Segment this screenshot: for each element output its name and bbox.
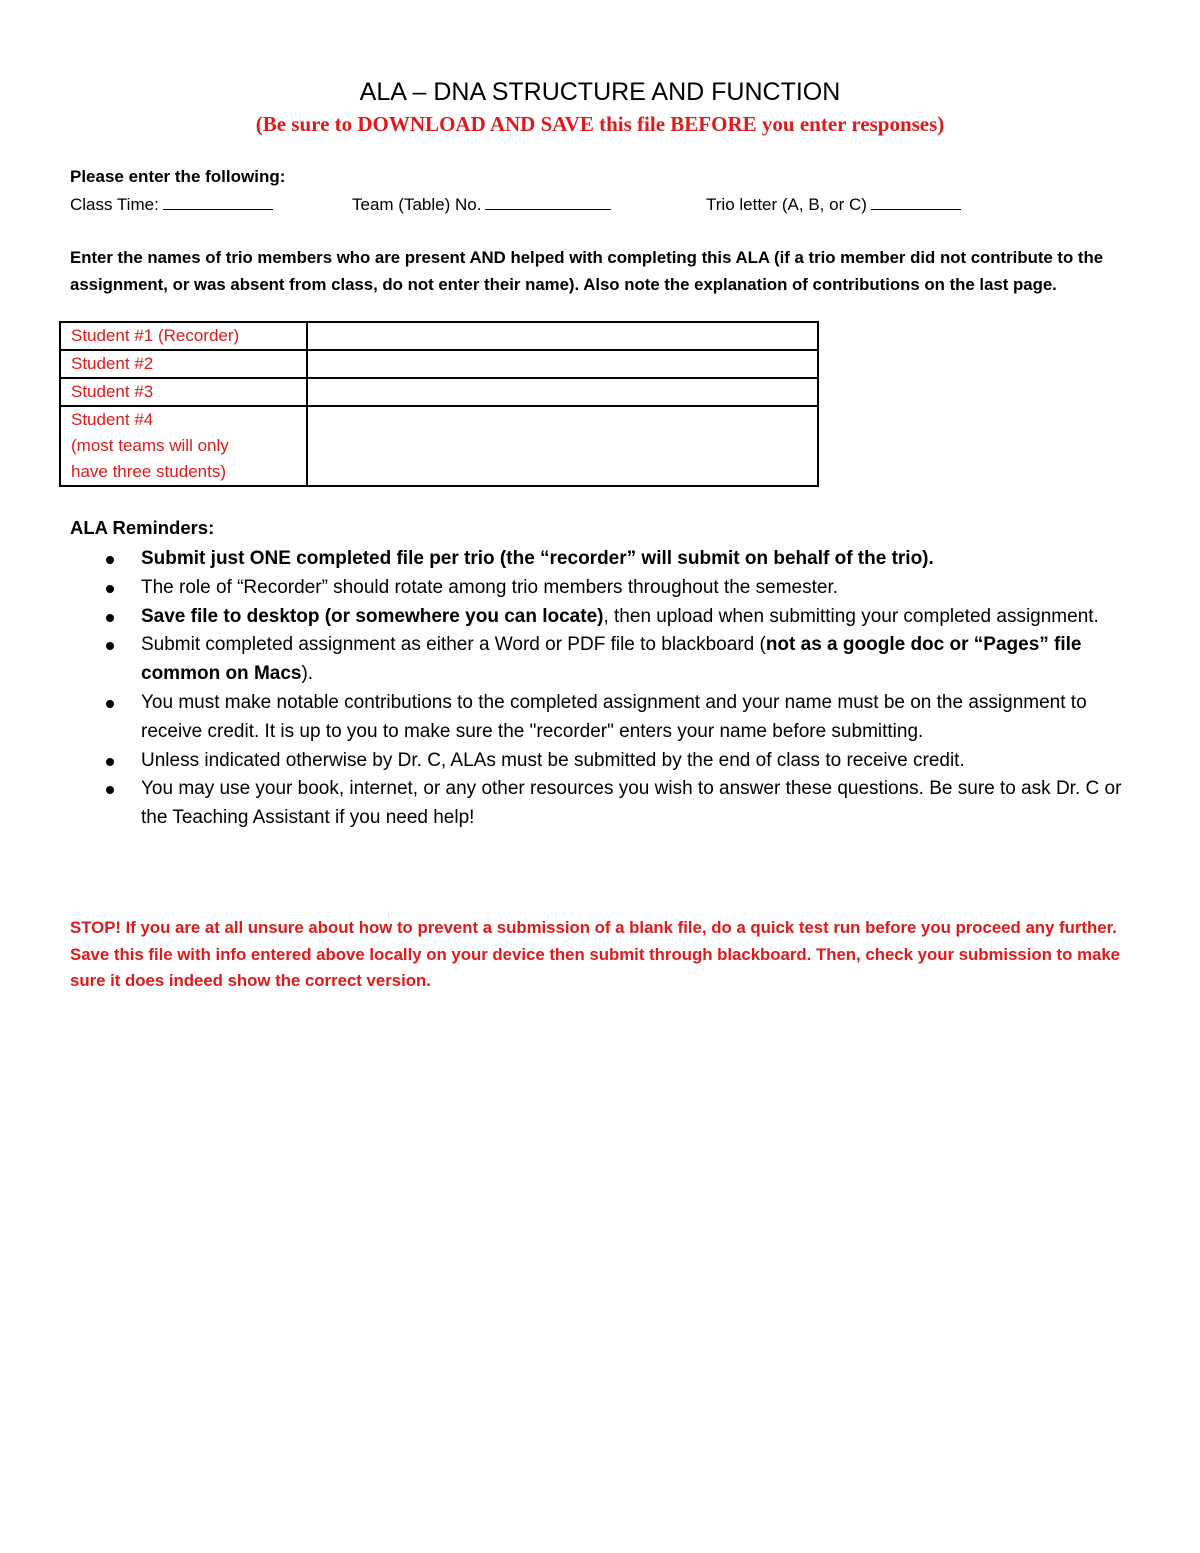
reminder-4-end: ). xyxy=(301,663,314,685)
list-item xyxy=(70,775,1130,833)
table-row xyxy=(60,406,818,486)
bullet-icon xyxy=(106,556,114,564)
stop-notice: STOP! If you are at all unsure about how to prevent a submission of a blank file, do a quick test run before you proceed any further. Save this file with info entered above locally on your device then submit through blackboard. Then, check your submission to make sure it does indeed show the correct version. xyxy=(70,918,1120,990)
list-item xyxy=(70,689,1130,747)
students-table xyxy=(59,321,819,487)
student-4-note-line2: have three students) xyxy=(71,462,226,481)
bullet-icon xyxy=(106,642,114,650)
list-item xyxy=(70,574,1130,603)
reminder-7: You may use your book, internet, or any other resources you wish to answer these questions. Be sure to ask Dr. C or the Teaching Assistant if you need help! xyxy=(141,778,1122,829)
table-row xyxy=(60,322,818,350)
student-4-input[interactable] xyxy=(307,406,818,486)
list-item xyxy=(70,603,1130,632)
reminder-1: Submit just ONE completed file per trio (the “recorder” will submit on behalf of the trio). xyxy=(141,548,934,569)
class-time-input[interactable] xyxy=(163,193,273,210)
team-number-field xyxy=(352,193,611,216)
reminder-3-bold: Save file to desktop (or somewhere you can locate) xyxy=(141,605,604,627)
bullet-icon xyxy=(106,758,114,766)
reminders-list xyxy=(70,545,1130,833)
reminder-2: The role of “Recorder” should rotate among trio members throughout the semester. xyxy=(141,576,839,598)
student-1-label: Student #1 (Recorder) xyxy=(60,322,307,350)
student-2-input[interactable] xyxy=(307,350,818,378)
team-number-label: Team (Table) No. xyxy=(352,195,482,214)
reminder-4-bold: not as a google doc or “Pages” file common on Macs xyxy=(141,634,1082,685)
student-4-label: Student #4 xyxy=(71,410,154,429)
class-time-field xyxy=(70,193,273,216)
reminders-title: ALA Reminders: xyxy=(70,517,215,538)
bullet-icon xyxy=(106,700,114,708)
instructions-text: Enter the names of trio members who are present AND helped with completing this ALA (if a trio member did not contribute to the assignment, or was absent from class, do not enter their name). Also note the explanation of contributions on the last page. xyxy=(70,248,1104,294)
trio-letter-input[interactable] xyxy=(871,193,961,210)
student-1-input[interactable] xyxy=(307,322,818,350)
bullet-icon xyxy=(106,585,114,593)
reminder-6: Unless indicated otherwise by Dr. C, ALAs must be submitted by the end of class to receive credit. xyxy=(141,749,965,771)
download-warning: (Be sure to DOWNLOAD AND SAVE this file BEFORE you enter responses) xyxy=(255,112,945,136)
info-prompt: Please enter the following: xyxy=(70,167,286,186)
table-row xyxy=(60,378,818,406)
student-3-label: Student #3 xyxy=(60,378,307,406)
bullet-icon xyxy=(106,786,114,794)
reminder-3-rest: , then upload when submitting your completed assignment. xyxy=(603,605,1099,627)
list-item xyxy=(70,747,1130,776)
trio-letter-field xyxy=(706,193,961,216)
student-4-label-cell xyxy=(60,406,307,486)
list-item xyxy=(70,545,1130,574)
student-2-label: Student #2 xyxy=(60,350,307,378)
reminder-4-start: Submit completed assignment as either a Word or PDF file to blackboard ( xyxy=(141,634,766,656)
team-number-input[interactable] xyxy=(485,193,611,210)
bullet-icon xyxy=(106,614,114,622)
list-item xyxy=(70,631,1130,689)
student-4-note-line1: (most teams will only xyxy=(71,436,229,455)
student-3-input[interactable] xyxy=(307,378,818,406)
table-row xyxy=(60,350,818,378)
reminder-5: You must make notable contributions to the completed assignment and your name must be on the assignment to receive credit. It is up to you to make sure the "recorder" enters your name before submitting. xyxy=(141,691,1087,742)
trio-letter-label: Trio letter (A, B, or C) xyxy=(706,195,867,214)
class-time-label: Class Time: xyxy=(70,195,159,214)
page-title: ALA – DNA STRUCTURE AND FUNCTION xyxy=(359,78,841,106)
